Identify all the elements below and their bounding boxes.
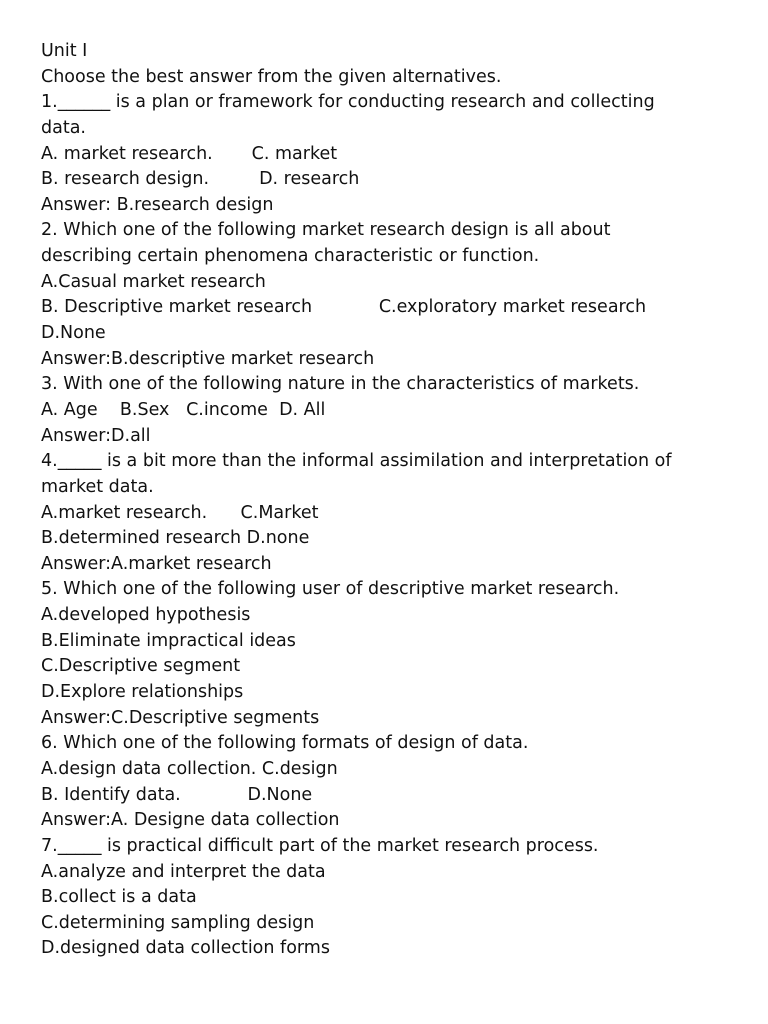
- text-line: B.determined research D.none: [41, 528, 310, 549]
- text-line: B.Eliminate impractical ideas: [41, 630, 296, 651]
- question-text-block: [41, 39, 741, 962]
- text-line: B. Descriptive market research C.exploratory market research: [41, 297, 647, 318]
- text-line: A.design data collection. C.design: [41, 758, 338, 779]
- text-line: 2. Which one of the following market research design is all about: [41, 220, 611, 241]
- text-line: Answer:B.descriptive market research: [41, 348, 375, 369]
- text-line: 5. Which one of the following user of descriptive market research.: [41, 579, 620, 600]
- text-line: A.developed hypothesis: [41, 605, 251, 626]
- text-line: 1.______ is a plan or framework for conducting research and collecting: [41, 92, 655, 113]
- text-line: D.designed data collection forms: [41, 938, 330, 959]
- text-line: Choose the best answer from the given alternatives.: [41, 66, 502, 87]
- text-line: D.Explore relationships: [41, 682, 244, 703]
- unit-title: Unit I: [41, 41, 88, 61]
- text-line: A. Age B.Sex C.income D. All: [41, 399, 326, 420]
- text-line: B. Identify data. D.None: [41, 784, 313, 805]
- text-line: Answer:A. Designe data collection: [41, 810, 340, 831]
- text-line: B.collect is a data: [41, 887, 197, 908]
- text-line: A. market research. C. market: [41, 143, 338, 164]
- text-line: Answer:A.market research: [41, 553, 272, 574]
- text-line: 3. With one of the following nature in the characteristics of markets.: [41, 374, 640, 395]
- text-line: Answer:C.Descriptive segments: [41, 707, 320, 728]
- text-line: Answer: B.research design: [41, 194, 274, 215]
- text-line: D.None: [41, 323, 106, 344]
- text-line: C.determining sampling design: [41, 912, 315, 933]
- text-line: C.Descriptive segment: [41, 656, 241, 677]
- text-line: A.Casual market research: [41, 271, 266, 292]
- text-line: market data.: [41, 476, 154, 497]
- text-line: 6. Which one of the following formats of design of data.: [41, 733, 529, 754]
- text-line: Answer:D.all: [41, 425, 151, 446]
- text-line: 4._____ is a bit more than the informal assimilation and interpretation of: [41, 451, 672, 472]
- text-line: describing certain phenomena characteristic or function.: [41, 246, 540, 267]
- text-line: B. research design. D. research: [41, 169, 360, 190]
- text-line: 7._____ is practical difficult part of the market research process.: [41, 835, 599, 856]
- text-line: A.market research. C.Market: [41, 502, 319, 523]
- text-line: A.analyze and interpret the data: [41, 861, 326, 882]
- text-line: data.: [41, 117, 86, 138]
